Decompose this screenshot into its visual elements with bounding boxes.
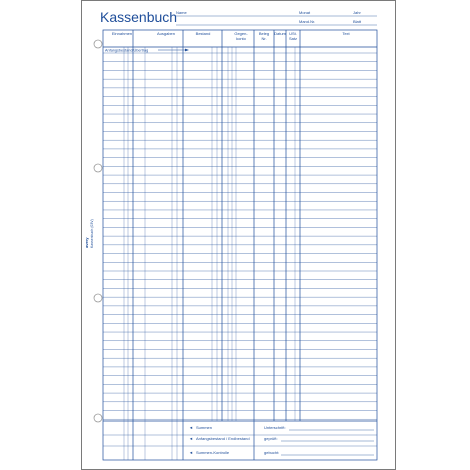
- footer-arrow-anfangsbestand-icon: ◄: [189, 436, 193, 441]
- col-beleg-line2: Nr.: [261, 36, 267, 41]
- form-title: Kassenbuch: [100, 9, 178, 25]
- mandnr-field-label: Mand.Nr.: [299, 19, 316, 24]
- page-border: [82, 1, 396, 470]
- col-datum: Datum: [274, 31, 286, 36]
- name-field-label: Name: [176, 10, 187, 15]
- form-code-label: Kassenbuch (03V): [90, 219, 94, 248]
- footer-gebucht-label: gebucht:: [264, 450, 280, 455]
- punch-hole: [94, 164, 102, 172]
- jahr-field-label: Jahr: [353, 10, 361, 15]
- carry-over-label: Anfangsbestand/Übertrag: [105, 48, 149, 53]
- col-gegenkonto-line1: Gegen-: [234, 31, 248, 36]
- footer-anfangsbestand-label: Anfangsbestand / Endbestand: [196, 436, 250, 441]
- sheet-canvas: [81, 0, 396, 470]
- footer-unterschrift-label: Unterschrift:: [264, 425, 286, 430]
- punch-hole: [94, 294, 102, 302]
- footer-arrow-kontrolle-icon: ◄: [189, 450, 193, 455]
- punch-hole: [94, 414, 102, 422]
- footer-summen-kontrolle-label: Summen-Kontrolle: [196, 450, 230, 455]
- avery-logo: avery: [84, 237, 89, 248]
- footer-summen-label: Summen: [196, 425, 213, 430]
- col-text: Text: [342, 31, 350, 36]
- col-ausgaben: Ausgaben: [156, 31, 176, 36]
- punch-hole: [94, 40, 102, 48]
- col-ust-line2: Satz: [288, 36, 298, 41]
- col-gegenkonto-line2: konto: [236, 36, 246, 41]
- kassenbuch-sheet: [81, 0, 396, 470]
- col-ust-line1: USt.: [289, 31, 297, 36]
- footer-arrow-summen-icon: ◄: [189, 425, 193, 430]
- col-bestand: Bestand: [195, 31, 211, 36]
- footer-geprueft-label: geprüft:: [264, 436, 278, 441]
- col-einnahmen: Einnahmen: [111, 31, 133, 36]
- col-beleg-line1: Beleg: [258, 31, 270, 36]
- blatt-field-label: Blatt: [353, 19, 362, 24]
- monat-field-label: Monat: [299, 10, 311, 15]
